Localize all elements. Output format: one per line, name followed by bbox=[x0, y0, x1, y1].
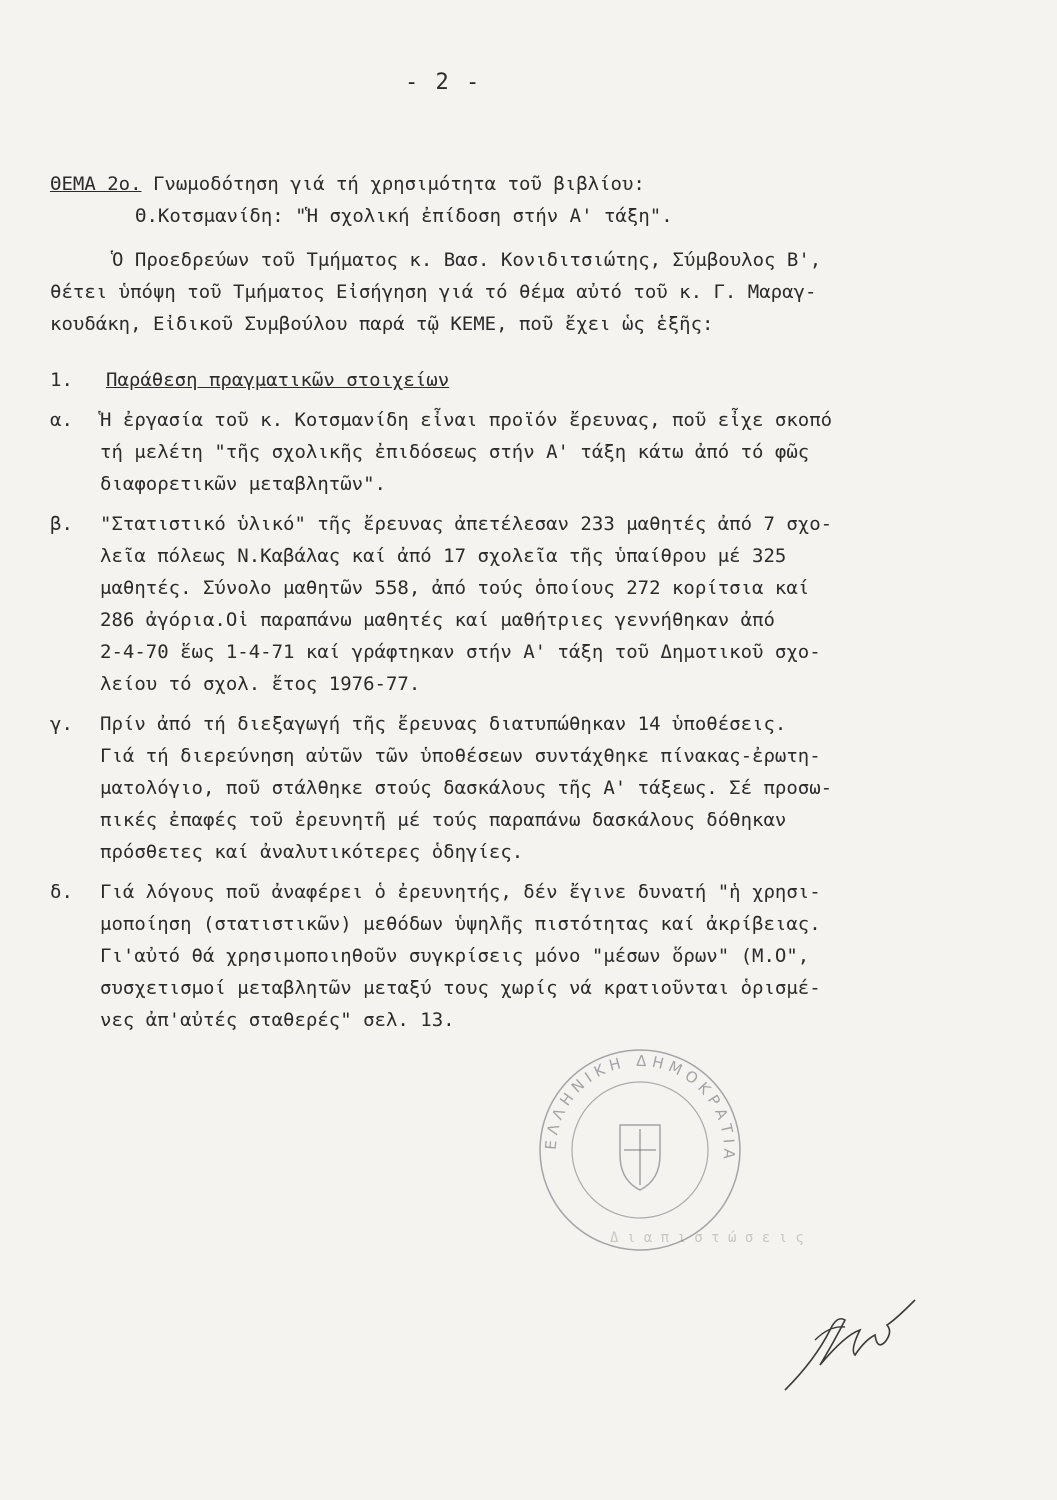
item-line: μαθητές. Σύνολο μαθητῶν 558, ἀπό τούς ὁποίους 272 κορίτσια καί bbox=[100, 577, 810, 599]
list-item-d bbox=[50, 876, 1010, 1036]
seal-text: ΕΛΛΗΝΙΚΗ ΔΗΜΟΚΡΑΤΙΑ bbox=[541, 1051, 739, 1165]
item-line: πρόσθετες καί ἀναλυτικότερες ὁδηγίες. bbox=[100, 841, 524, 863]
item-line: διαφορετικῶν μεταβλητῶν". bbox=[100, 473, 386, 495]
document-body bbox=[50, 168, 1010, 1036]
list-item-a bbox=[50, 404, 1010, 500]
item-line: νες ἀπ'αὐτές σταθερές" σελ. 13. bbox=[100, 1009, 455, 1031]
topic-label: ΘΕΜΑ 2ο. bbox=[50, 173, 142, 195]
item-line: 286 ἀγόρια.Οἱ παραπάνω μαθητές καί μαθήτριες γεννήθηκαν ἀπό bbox=[100, 609, 775, 631]
topic-title bbox=[50, 168, 1010, 200]
item-line: "Στατιστικό ὑλικό" τῆς ἔρευνας ἀπετέλεσαν 233 μαθητές ἀπό 7 σχο- bbox=[100, 513, 833, 535]
item-text bbox=[100, 404, 1010, 500]
intro-line: κουδάκη, Εἰδικοῦ Συμβούλου παρά τῷ ΚΕΜΕ, ποῦ ἔχει ὡς ἑξῆς: bbox=[50, 313, 714, 335]
section-heading-text: Παράθεση πραγματικῶν στοιχείων bbox=[106, 369, 450, 391]
signature bbox=[775, 1280, 925, 1400]
intro-line: Ὁ Προεδρεύων τοῦ Τμήματος κ. Βασ. Κονιδιτσιώτης, Σύμβουλος Β', bbox=[112, 249, 822, 271]
item-label: α. bbox=[50, 409, 73, 431]
list-item-b bbox=[50, 508, 1010, 700]
list-item-c bbox=[50, 708, 1010, 868]
item-line: ματολόγιο, ποῦ στάλθηκε στούς δασκάλους τῆς Α' τάξεως. Σέ προσω- bbox=[100, 777, 833, 799]
item-line: Γιά τή διερεύνηση αὐτῶν τῶν ὑποθέσεων συντάχθηκε πίνακας-ἐρωτη- bbox=[100, 745, 821, 767]
page-number: - 2 - bbox=[405, 70, 482, 95]
item-line: Ἡ ἐργασία τοῦ κ. Κοτσμανίδη εἶναι προϊόν ἔρευνας, ποῦ εἶχε σκοπό bbox=[100, 409, 833, 431]
section-heading bbox=[50, 364, 1010, 396]
official-seal-stamp bbox=[535, 1045, 745, 1255]
item-line: συσχετισμοί μεταβλητῶν μεταξύ τους χωρίς νά κρατιοῦνται ὁρισμέ- bbox=[100, 977, 821, 999]
intro-line: θέτει ὑπόψη τοῦ Τμήματος Εἰσήγηση γιά τό θέμα αὐτό τοῦ κ. Γ. Μαραγ- bbox=[50, 281, 817, 303]
item-text bbox=[100, 876, 1010, 1036]
bleed-through-text: Δ ι α π ι σ τ ώ σ ε ι ς bbox=[610, 1230, 804, 1246]
topic-title-text: Γνωμοδότηση γιά τή χρησιμότητα τοῦ βιβλίου: bbox=[141, 173, 645, 195]
item-text bbox=[100, 708, 1010, 868]
item-label: δ. bbox=[50, 881, 73, 903]
item-line: 2-4-70 ἕως 1-4-71 καί γράφτηκαν στήν Α' τάξη τοῦ Δημοτικοῦ σχο- bbox=[100, 641, 821, 663]
topic-title-line2: Θ.Κοτσμανίδη: "Ἡ σχολική ἐπίδοση στήν Α' τάξη". bbox=[135, 205, 673, 227]
item-line: Γι'αὐτό θά χρησιμοποιηθοῦν συγκρίσεις μόνο "μέσων ὅρων" (Μ.Ο", bbox=[100, 945, 810, 967]
item-line: μοποίηση (στατιστικῶν) μεθόδων ὑψηλῆς πιστότητας καί ἀκρίβειας. bbox=[100, 913, 821, 935]
item-line: Πρίν ἀπό τή διεξαγωγή τῆς ἔρευνας διατυπώθηκαν 14 ὑποθέσεις. bbox=[100, 713, 787, 735]
item-line: λείου τό σχολ. ἔτος 1976-77. bbox=[100, 673, 421, 695]
item-line: πικές ἐπαφές τοῦ ἐρευνητῆ μέ τούς παραπάνω δασκάλους δόθηκαν bbox=[100, 809, 787, 831]
item-text bbox=[100, 508, 1010, 700]
item-line: λεῖα πόλεως Ν.Καβάλας καί ἀπό 17 σχολεῖα τῆς ὑπαίθρου μέ 325 bbox=[100, 545, 787, 567]
item-label: β. bbox=[50, 513, 73, 535]
section-number: 1. bbox=[50, 369, 73, 391]
item-line: Γιά λόγους ποῦ ἀναφέρει ὁ ἐρευνητής, δέν ἔγινε δυνατή "ἡ χρησι- bbox=[100, 881, 821, 903]
item-line: τή μελέτη "τῆς σχολικῆς ἐπιδόσεως στήν Α' τάξη κάτω ἀπό τό φῶς bbox=[100, 441, 810, 463]
item-label: γ. bbox=[50, 713, 73, 735]
